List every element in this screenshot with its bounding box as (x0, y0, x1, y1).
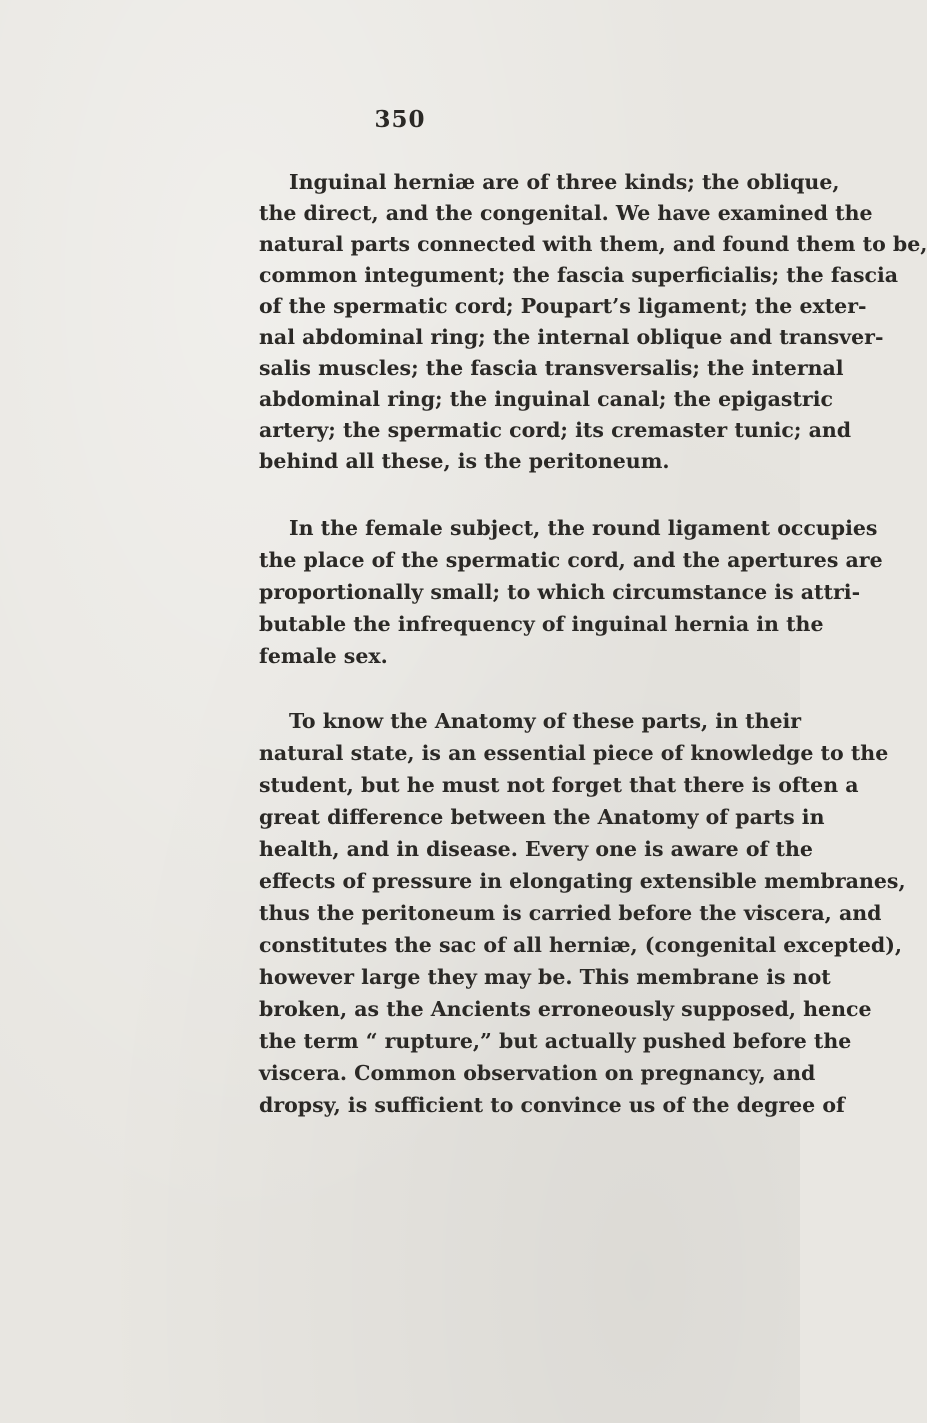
paragraph-3-line-6: effects of pressure in elongating extensible membranes, (259, 869, 906, 893)
paragraph-1-line-6: nal abdominal ring; the internal oblique and transver- (259, 325, 884, 349)
paragraph-3-line-2: natural state, is an essential piece of knowledge to the (259, 741, 889, 765)
paragraph-1-line-3: natural parts connected with them, and found them to be, (259, 232, 927, 256)
paragraph-3-line-10: broken, as the Ancients erroneously supposed, hence (259, 997, 872, 1021)
paragraph-3-line-7: thus the peritoneum is carried before the viscera, and (259, 901, 882, 925)
paragraph-2-line-2: the place of the spermatic cord, and the apertures are (259, 548, 883, 572)
paragraph-2-line-1: In the female subject, the round ligament occupies (289, 516, 878, 540)
paragraph-3-line-8: constitutes the sac of all herniæ, (congenital excepted), (259, 933, 903, 957)
paragraph-3-line-5: health, and in disease. Every one is aware of the (259, 837, 813, 861)
paragraph-3-line-1: To know the Anatomy of these parts, in their (289, 709, 802, 733)
paragraph-2-line-4: butable the infrequency of inguinal hernia in the (259, 612, 824, 636)
paragraph-3-line-13: dropsy, is sufficient to convince us of the degree of (259, 1093, 845, 1117)
paragraph-3-line-11: the term “ rupture,” but actually pushed before the (259, 1029, 852, 1053)
paragraph-1-line-9: artery; the spermatic cord; its cremaster tunic; and (259, 418, 852, 442)
paragraph-1-line-10: behind all these, is the peritoneum. (259, 449, 670, 473)
paragraph-3-line-12: viscera. Common observation on pregnancy, and (259, 1061, 816, 1085)
paragraph-2-line-3: proportionally small; to which circumstance is attri- (259, 580, 861, 604)
paragraph-3-line-4: great difference between the Anatomy of parts in (259, 805, 825, 829)
paragraph-1-line-2: the direct, and the congenital. We have examined the (259, 201, 873, 225)
page-number: 350 (374, 106, 426, 133)
paragraph-3-line-3: student, but he must not forget that there is often a (259, 773, 859, 797)
paragraph-1-line-7: salis muscles; the fascia transversalis; the internal (259, 356, 844, 380)
paragraph-1-line-1: Inguinal herniæ are of three kinds; the oblique, (289, 170, 840, 194)
paragraph-1-line-4: common integument; the fascia superficialis; the fascia (259, 263, 899, 287)
paragraph-2-line-5: female sex. (259, 644, 388, 668)
paragraph-1-line-5: of the spermatic cord; Poupart’s ligament; the exter- (259, 294, 867, 318)
paragraph-3-line-9: however large they may be. This membrane is not (259, 965, 831, 989)
paragraph-1-line-8: abdominal ring; the inguinal canal; the epigastric (259, 387, 833, 411)
